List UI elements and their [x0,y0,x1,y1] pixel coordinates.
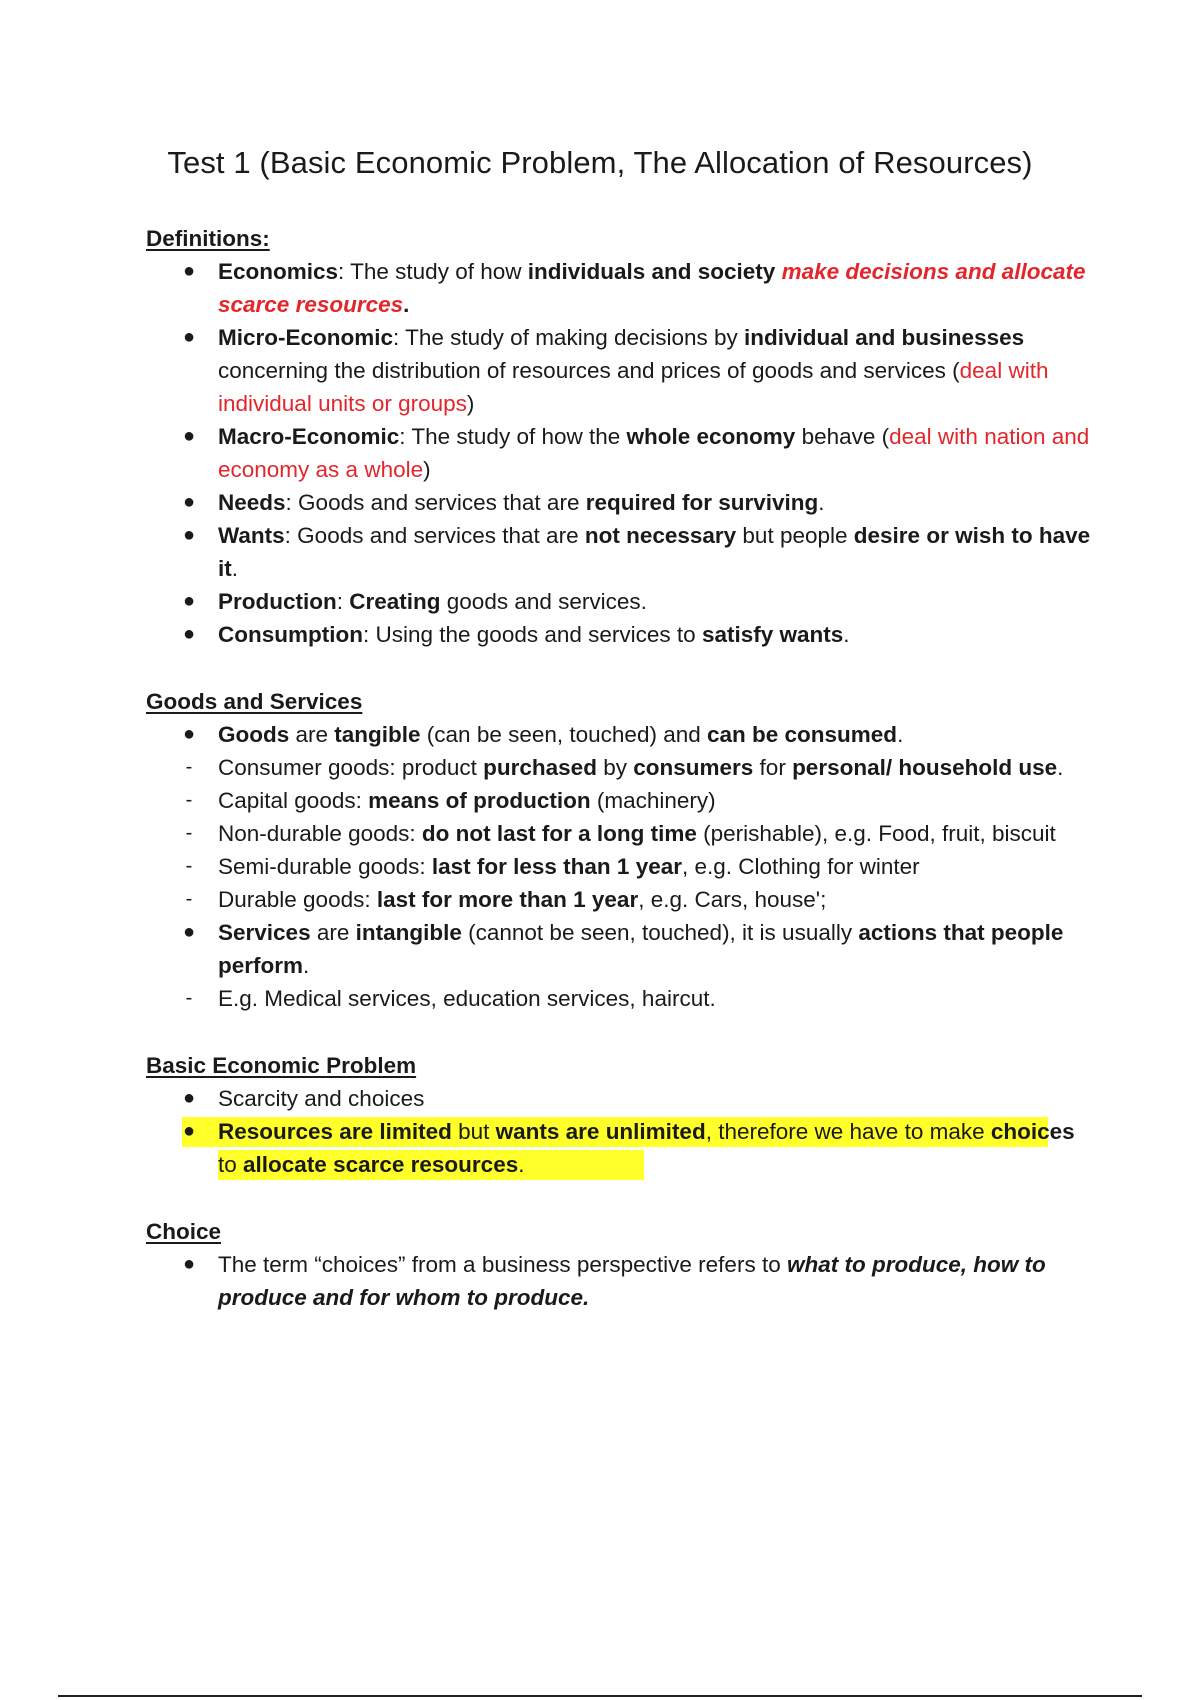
page-bottom-rule [58,1695,1142,1697]
bullet-icon: ● [182,1253,196,1275]
basic-problem-list [146,1082,1096,1181]
dash-icon: - [185,888,193,910]
bullet-icon: ● [182,491,196,513]
bullet-icon: ● [182,326,196,348]
bullet-icon: ● [182,921,196,943]
list-item-scarcity: ● Scarcity and choices [146,1082,1096,1115]
list-item-resources-highlighted: ● Resources are limited but wants are unlimited, therefore we have to make choices to allocate scarce resources. [146,1115,1096,1181]
document-title: Test 1 (Basic Economic Problem, The Allocation of Resources) [167,145,1033,180]
list-item-non-durable-goods: - Non-durable goods: do not last for a long time (perishable), e.g. Food, fruit, biscuit [146,817,1096,850]
list-item-choices-term: ● The term “choices” from a business perspective refers to what to produce, how to produce and for whom to produce. [146,1248,1096,1314]
choice-list [146,1248,1096,1314]
section-definitions [146,222,1096,651]
list-item-services-examples: - E.g. Medical services, education services, haircut. [146,982,1096,1015]
dash-icon: - [185,756,193,778]
section-basic-economic-problem [146,1049,1096,1181]
list-item-wants: ● Wants: Goods and services that are not necessary but people desire or wish to have it. [146,519,1096,585]
list-item-macro-economic: ● Macro-Economic: The study of how the whole economy behave (deal with nation and economy as a whole) [146,420,1096,486]
bullet-icon: ● [182,1087,196,1109]
dash-icon: - [185,822,193,844]
bullet-icon: ● [182,590,196,612]
bullet-icon: ● [182,260,196,282]
bullet-icon: ● [182,425,196,447]
dash-icon: - [185,987,193,1009]
list-item-consumer-goods: - Consumer goods: product purchased by consumers for personal/ household use. [146,751,1096,784]
goods-services-list [146,718,1096,1015]
dash-icon: - [185,789,193,811]
definitions-list [146,255,1096,651]
list-item-consumption: ● Consumption: Using the goods and services to satisfy wants. [146,618,1096,651]
list-item-needs: ● Needs: Goods and services that are required for surviving. [146,486,1096,519]
bullet-icon: ● [182,723,196,745]
list-item-capital-goods: - Capital goods: means of production (machinery) [146,784,1096,817]
bullet-icon: ● [182,623,196,645]
bullet-icon: ● [182,524,196,546]
bullet-icon: ● [182,1120,196,1142]
list-item-services: ● Services are intangible (cannot be seen, touched), it is usually actions that people perform. [146,916,1096,982]
section-heading-choice: Choice [146,1219,222,1244]
list-item-micro-economic: ● Micro-Economic: The study of making decisions by individual and businesses concerning the distribution of resources and prices of goods and services (deal with individual units or groups) [146,321,1096,420]
list-item-durable-goods: - Durable goods: last for more than 1 year, e.g. Cars, house'; [146,883,1096,916]
section-goods-and-services [146,685,1096,1015]
list-item-goods: ● Goods are tangible (can be seen, touched) and can be consumed. [146,718,1096,751]
section-heading-basic-economic-problem: Basic Economic Problem [146,1053,417,1078]
dash-icon: - [185,855,193,877]
document-body [146,222,1096,1348]
section-heading-goods-and-services: Goods and Services [146,689,363,714]
list-item-economics: ● Economics: The study of how individuals and society make decisions and allocate scarce resources. [146,255,1096,321]
section-choice [146,1215,1096,1314]
list-item-production: ● Production: Creating goods and services. [146,585,1096,618]
list-item-semi-durable-goods: - Semi-durable goods: last for less than 1 year, e.g. Clothing for winter [146,850,1096,883]
section-heading-definitions: Definitions: [146,226,270,251]
